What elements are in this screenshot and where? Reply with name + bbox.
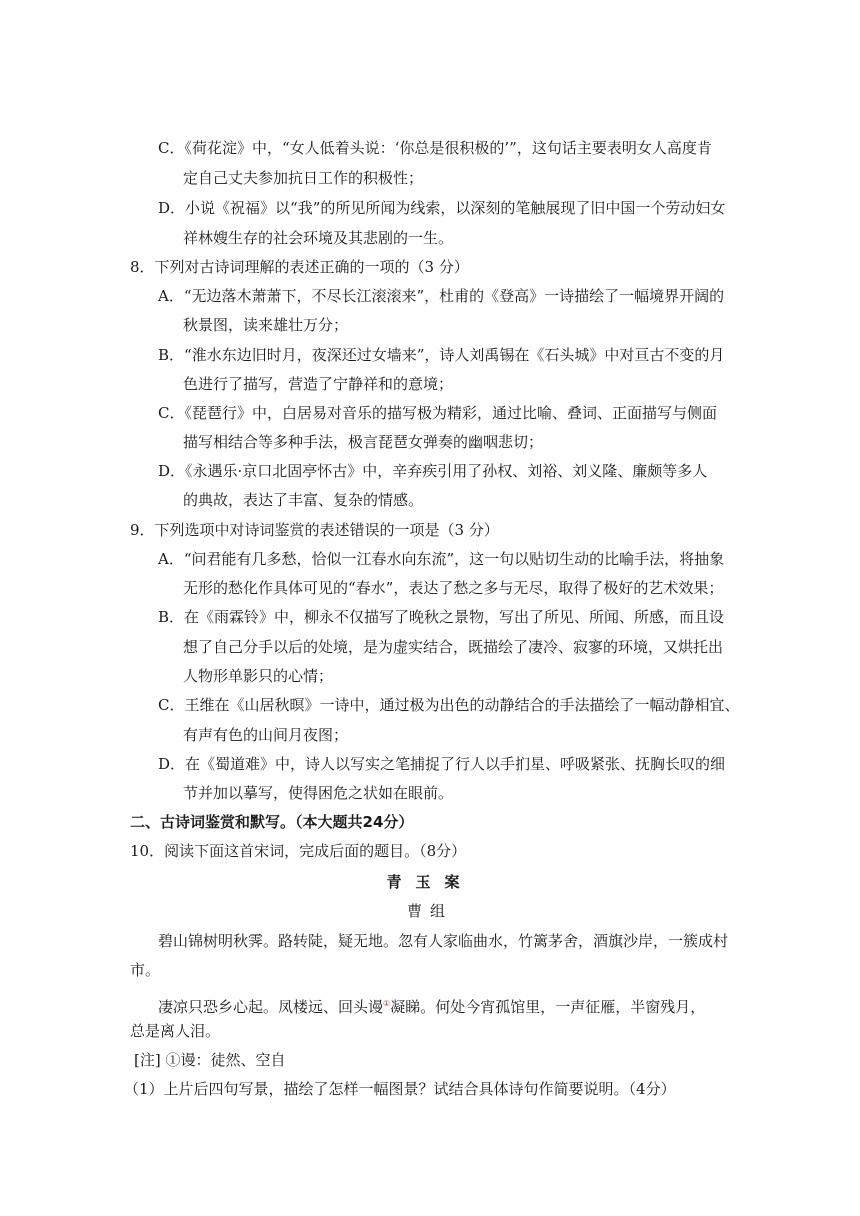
q9-stem: 9．下列选项中对诗词鉴赏的表述错误的一项是（3 分） — [130, 521, 499, 539]
q7-option-d-line2: 祥林嫂生存的社会环境及其悲剧的一生。 — [183, 229, 454, 247]
q8-option-a-line2: 秋景图，读来雄壮万分； — [183, 316, 349, 334]
poem-stanza1-line2: 市。 — [130, 961, 161, 979]
annotation-marker: ① — [383, 999, 391, 1008]
poem-stanza2-line2: 总是离人泪。 — [130, 1022, 221, 1040]
q9-option-b-line3: 人物形单影只的心情； — [183, 667, 334, 685]
q9-option-d-line2: 节并加以摹写，使得困危之状如在眼前。 — [183, 784, 454, 802]
poem-author: 曹组 — [406, 902, 453, 920]
q8-option-b-line1: B．“淮水东边旧时月，夜深还过女墙来”，诗人刘禹锡在《石头城》中对亘古不变的月 — [158, 346, 725, 364]
poem-stanza1-line1: 碧山锦树明秋霁。路转陡，疑无地。忽有人家临曲水，竹篱茅舍，酒旗沙岸，一簇成村 — [158, 932, 729, 950]
q8-option-d-line1: D．《永遇乐·京口北固亭怀古》中，辛弃疾引用了孙权、刘裕、刘义隆、廉颇等多人 — [158, 462, 708, 480]
q8-option-c-line1: C．《琵琶行》中，白居易对音乐的描写极为精彩，通过比喻、叠词、正面描写与侧面 — [158, 404, 717, 422]
q8-option-c-line2: 描写相结合等多种手法，极言琵琶女弹奏的幽咽悲切； — [183, 433, 544, 451]
poem-title: 青玉案 — [386, 873, 474, 891]
q9-option-d-line1: D．在《蜀道难》中，诗人以写实之笔捕捉了行人以手扪星、呼吸紧张、抚胸长叹的细 — [158, 755, 726, 773]
q7-option-c-line2: 定自己丈夫参加抗日工作的积极性； — [183, 169, 424, 187]
q8-stem: 8．下列对古诗词理解的表述正确的一项的（3 分） — [130, 258, 469, 276]
q10-stem: 10．阅读下面这首宋词，完成后面的题目。（8分） — [130, 842, 467, 860]
section-2-heading: 二、古诗词鉴赏和默写。（本大题共24分） — [130, 813, 414, 831]
q7-option-c-line1: C．《荷花淀》中，“女人低着头说：‘你总是很积极的’”，这句话主要表明女人高度肯 — [158, 139, 712, 157]
q9-option-b-line1: B．在《雨霖铃》中，柳永不仅描写了晚秋之景物，写出了所见、所闻、所感，而且设 — [158, 608, 725, 626]
q9-option-c-line1: C．王维在《山居秋暝》一诗中，通过极为出色的动静结合的手法描绘了一幅动静相宜、 — [158, 696, 740, 714]
q8-option-d-line2: 的典故，表达了丰富、复杂的情感。 — [183, 491, 424, 509]
q9-option-a-line1: A．“问君能有几多愁，恰似一江春水向东流”，这一句以贴切生动的比喻手法，将抽象 — [158, 550, 725, 568]
q9-option-c-line2: 有声有色的山间月夜图； — [183, 726, 349, 744]
poem-stanza2-line1-part-b: 凝睇。何处今宵孤馆里，一声征雁，半窗残月， — [390, 998, 706, 1016]
q9-option-a-line2: 无形的愁化作具体可见的“春水”，表达了愁之多与无尽，取得了极好的艺术效果； — [183, 579, 724, 597]
poem-stanza2-line1 — [158, 994, 705, 1014]
poem-note: [注] ①谩：徒然、空自 — [134, 1051, 286, 1069]
q8-option-b-line2: 色进行了描写，营造了宁静祥和的意境； — [183, 375, 454, 393]
q8-option-a-line1: A．“无边落木萧萧下，不尽长江滚滚来”，杜甫的《登高》一诗描绘了一幅境界开阔的 — [158, 287, 725, 305]
q10-subquestion-1: （1）上片后四句写景，描绘了怎样一幅图景？试结合具体诗句作简要说明。（4分） — [124, 1080, 676, 1098]
poem-stanza2-line1-part-a: 凄凉只恐乡心起。凤楼远、回头谩 — [158, 998, 384, 1016]
q9-option-b-line2: 想了自己分手以后的处境，是为虚实结合，既描绘了凄冷、寂寥的环境，又烘托出 — [183, 638, 724, 656]
q7-option-d-line1: D．小说《祝福》以“我”的所见所闻为线索，以深刻的笔触展现了旧中国一个劳动妇女 — [158, 199, 726, 217]
